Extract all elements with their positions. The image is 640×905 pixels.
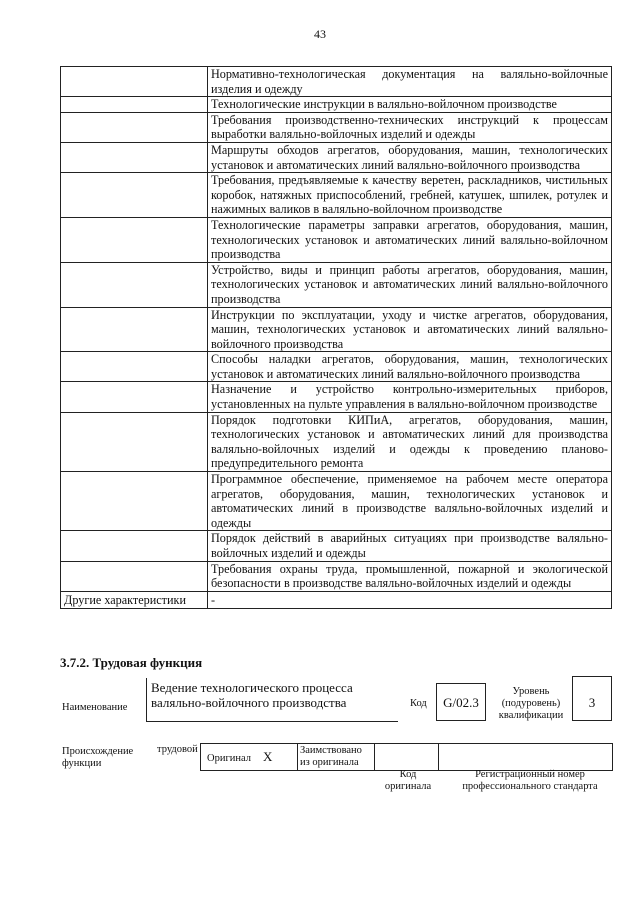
knowledge-table xyxy=(60,66,612,609)
knowledge-item: Требования производственно-технических инструкций к процессам выработки валяльно-войлочных изделий и одежды xyxy=(208,112,612,142)
knowledge-item: Порядок действий в аварийных ситуациях при производстве валяльно-войлочных изделий и одежды xyxy=(208,531,612,561)
knowledge-row xyxy=(61,67,612,97)
knowledge-item: Программное обеспечение, применяемое на рабочем месте оператора агрегатов, оборудования, машин, технологических установок и автоматических линий в производстве валяльно-войлочных изделий и одежды xyxy=(208,472,612,531)
knowledge-item: Порядок подготовки КИПиА, агрегатов, оборудования, машин, технологических установок и автоматических линий для производства валяльно-войлочных изделий и одежды к проведению планово-предупредительного ремонта xyxy=(208,412,612,471)
knowledge-item: Устройство, виды и принцип работы агрегатов, оборудования, машин, технологических установок и автоматических линий валяльно-войлочного производства xyxy=(208,262,612,307)
knowledge-row xyxy=(61,112,612,142)
knowledge-row-label xyxy=(61,97,208,113)
knowledge-row xyxy=(61,173,612,218)
knowledge-row xyxy=(61,262,612,307)
knowledge-row-label xyxy=(61,561,208,591)
page-number: 43 xyxy=(314,27,326,41)
knowledge-item: Инструкции по эксплуатации, уходу и чистке агрегатов, оборудования, машин, технологических установок и автоматических линий валяльно-войлочного производства xyxy=(208,307,612,352)
code-value: G/02.3 xyxy=(436,683,486,721)
reg-number-label: Регистрационный номер профессионального стандарта xyxy=(462,769,598,792)
other-characteristics-row xyxy=(61,591,612,609)
knowledge-row xyxy=(61,97,612,113)
knowledge-row-label xyxy=(61,412,208,471)
origin-label-part2: трудовой xyxy=(157,744,198,755)
level-label: Уровень (подуровень) квалификации xyxy=(498,686,564,721)
knowledge-item: Технологические параметры заправки агрегатов, оборудования, машин, технологических установок и автоматических линий валяльно-войлочном производства xyxy=(208,217,612,262)
knowledge-row-label xyxy=(61,352,208,382)
code-original-label: Код оригинала xyxy=(384,769,432,792)
reg-number-cell xyxy=(438,743,613,771)
original-cell xyxy=(200,743,298,771)
original-mark: X xyxy=(263,749,273,764)
original-label: Оригинал xyxy=(207,753,251,764)
code-original-cell xyxy=(374,743,439,771)
knowledge-row-label xyxy=(61,67,208,97)
origin-label-part1: Происхождение xyxy=(62,746,134,757)
code-label: Код xyxy=(410,698,427,709)
knowledge-row-label xyxy=(61,472,208,531)
name-label: Наименование xyxy=(62,702,128,713)
knowledge-row xyxy=(61,142,612,172)
knowledge-row xyxy=(61,382,612,412)
knowledge-row xyxy=(61,561,612,591)
knowledge-row-label xyxy=(61,217,208,262)
knowledge-table-body xyxy=(61,67,612,609)
other-characteristics-value: - xyxy=(208,591,612,609)
knowledge-row xyxy=(61,217,612,262)
knowledge-row-label xyxy=(61,112,208,142)
knowledge-row xyxy=(61,531,612,561)
knowledge-item: Нормативно-технологическая документация на валяльно-войлочные изделия и одежду xyxy=(208,67,612,97)
knowledge-row-label xyxy=(61,262,208,307)
knowledge-row xyxy=(61,472,612,531)
knowledge-item: Требования, предъявляемые к качеству веретен, раскладников, чистильных коробок, натяжных приспособлений, гребней, катушек, шпилек, ротулек и нажимных валиков в валяльно-войлочном производстве xyxy=(208,173,612,218)
borrowed-cell xyxy=(296,743,375,771)
level-value: 3 xyxy=(572,676,612,721)
knowledge-row xyxy=(61,307,612,352)
knowledge-item: Технологические инструкции в валяльно-войлочном производстве xyxy=(208,97,612,113)
knowledge-row-label xyxy=(61,173,208,218)
knowledge-row xyxy=(61,352,612,382)
knowledge-row-label xyxy=(61,142,208,172)
function-name-value: Ведение технологического процесса валяльно-войлочного производства xyxy=(146,678,398,722)
knowledge-item: Требования охраны труда, промышленной, пожарной и экологической безопасности в производстве валяльно-войлочных изделий и одежды xyxy=(208,561,612,591)
knowledge-row-label xyxy=(61,307,208,352)
section-title: 3.7.2. Трудовая функция xyxy=(60,655,203,670)
borrowed-label: Заимствовано из оригинала xyxy=(300,745,362,768)
other-characteristics-label: Другие характеристики xyxy=(61,591,208,609)
knowledge-row-label xyxy=(61,531,208,561)
origin-label-part3: функции xyxy=(62,758,102,769)
knowledge-item: Маршруты обходов агрегатов, оборудования, машин, технологических установок и автоматических линий валяльно-войлочного производства xyxy=(208,142,612,172)
knowledge-item: Назначение и устройство контрольно-измерительных приборов, установленных на пульте управления в валяльно-войлочном производстве xyxy=(208,382,612,412)
knowledge-item: Способы наладки агрегатов, оборудования, машин, технологических установок и автоматических линий валяльно-войлочного производства xyxy=(208,352,612,382)
knowledge-row-label xyxy=(61,382,208,412)
knowledge-row xyxy=(61,412,612,471)
